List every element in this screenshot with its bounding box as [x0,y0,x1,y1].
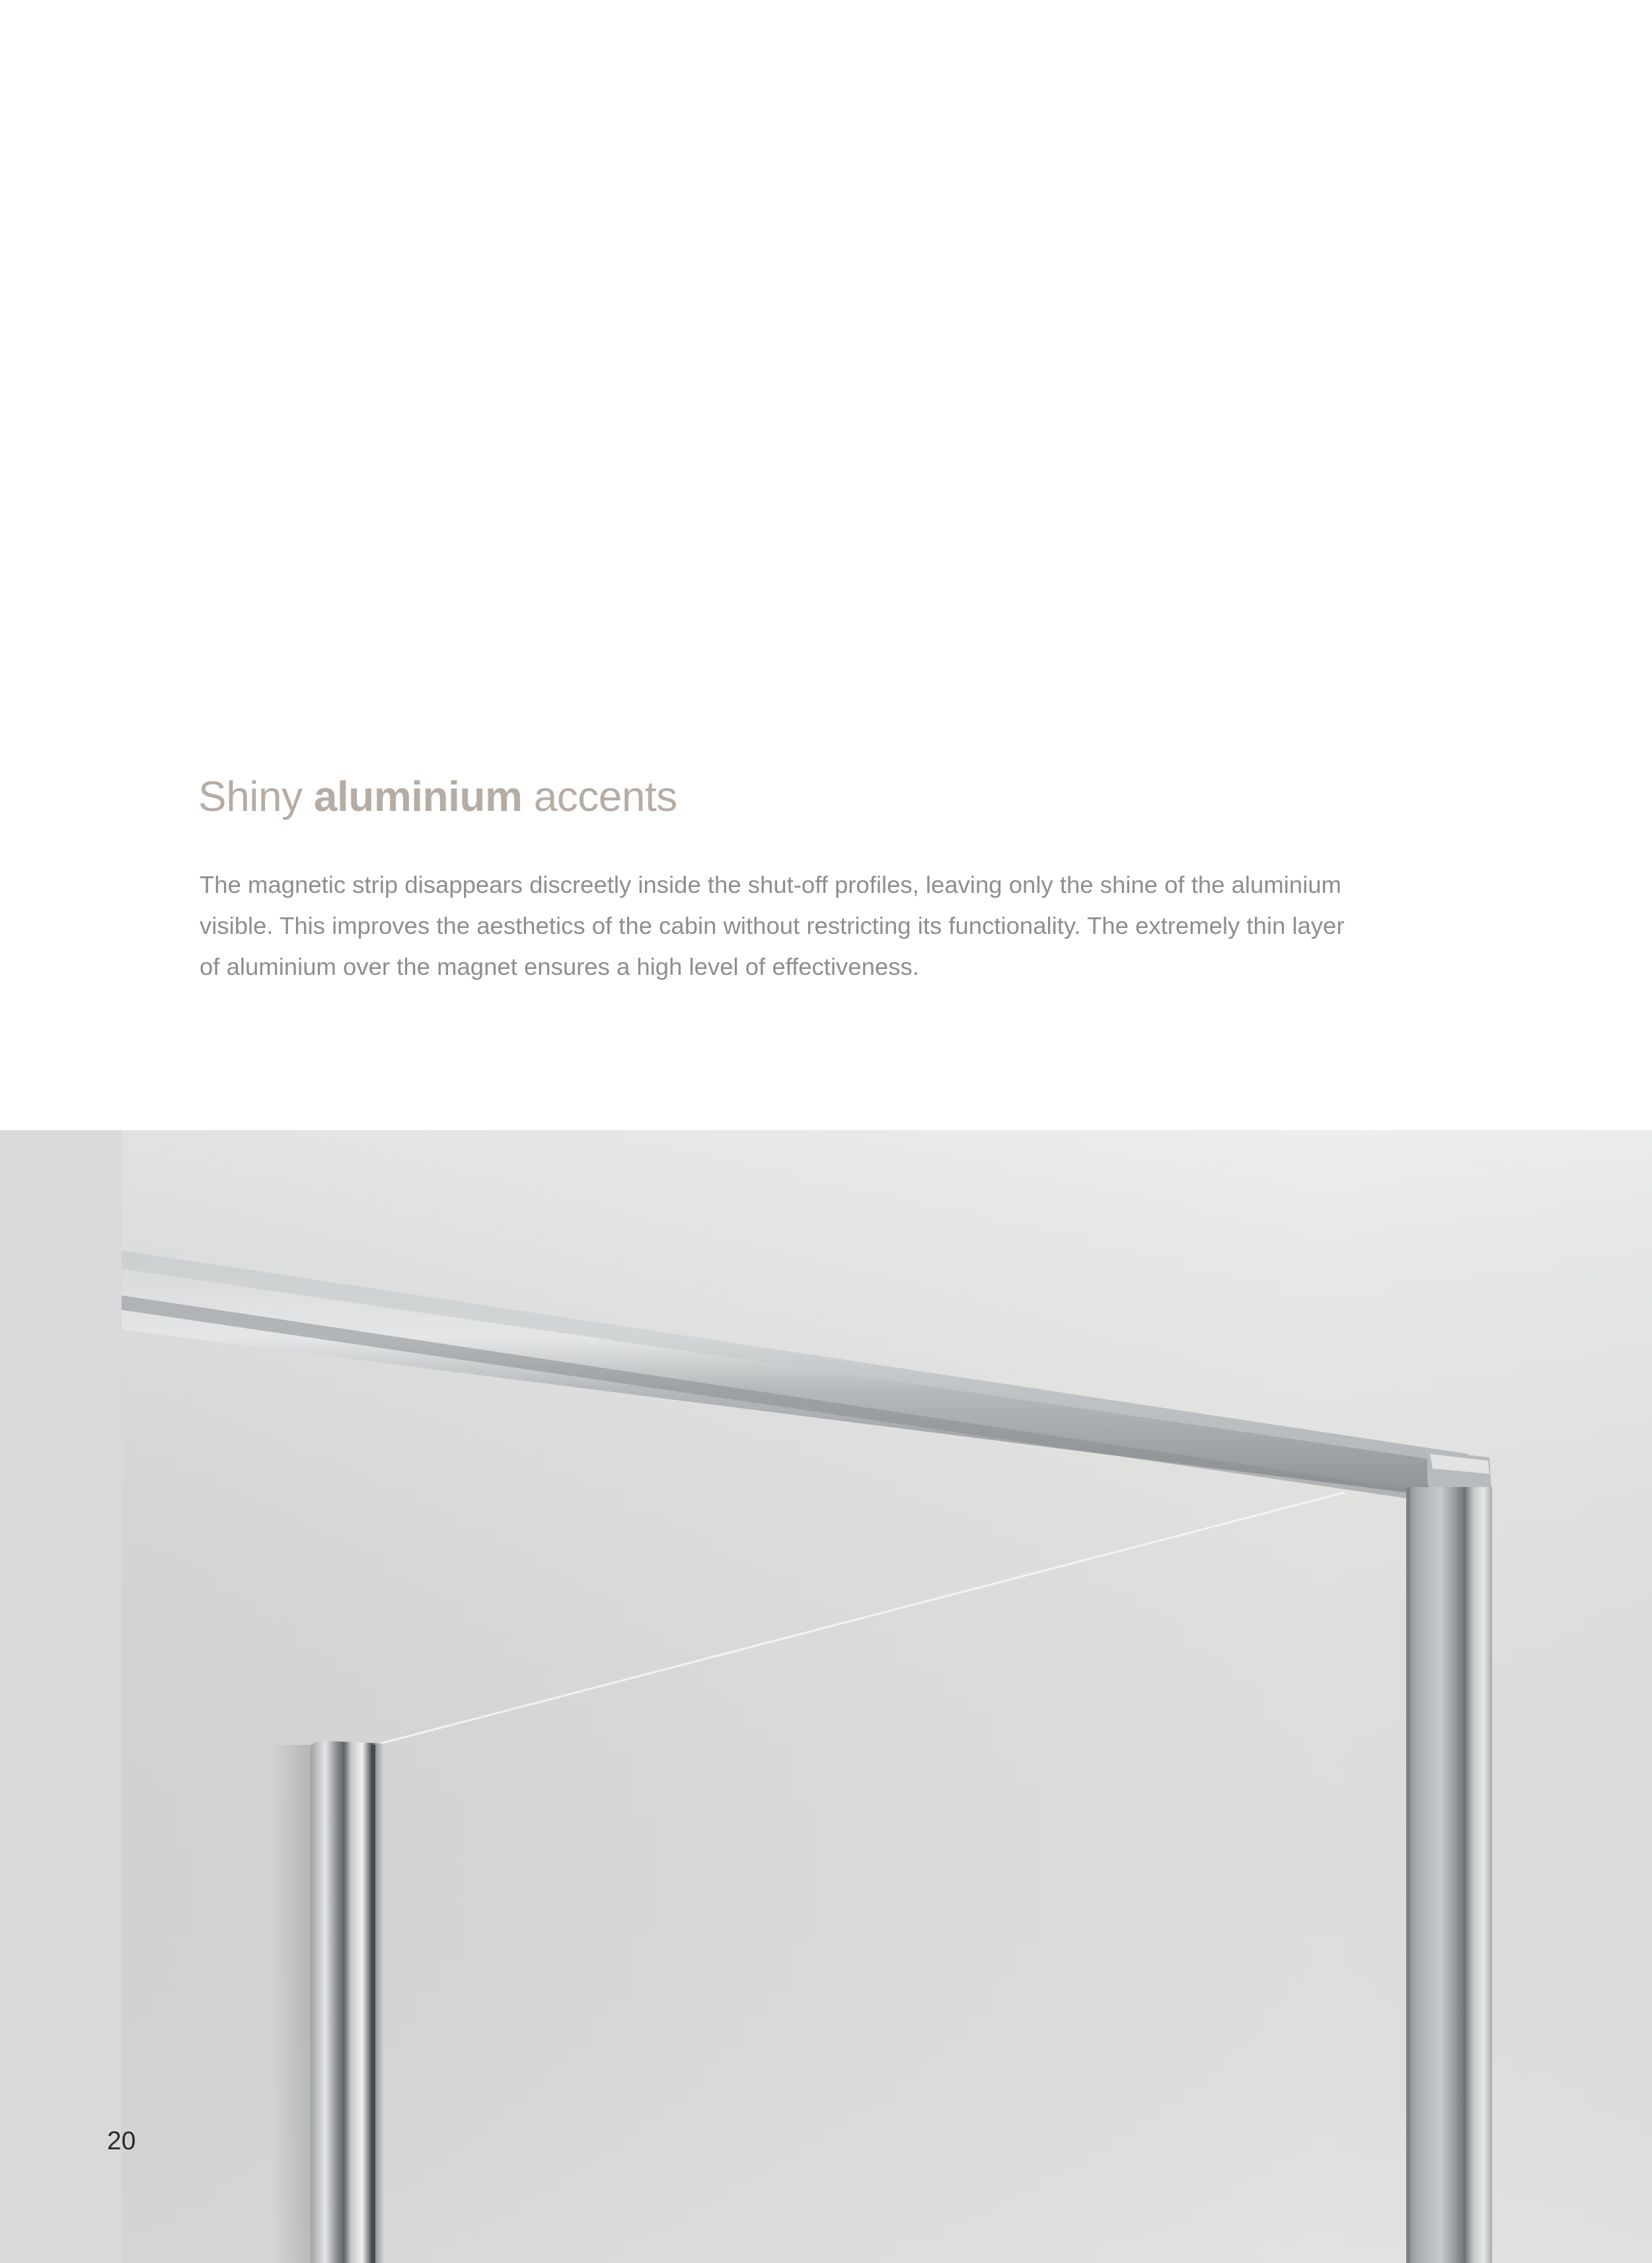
heading-prefix: Shiny [198,773,314,820]
body-line: visible. This improves the aesthetics of the cabin without restricting its functionality. The extremely thin layer [200,912,1345,939]
section-heading [198,773,677,820]
shower-cabin-photo [0,1130,1652,2263]
body-paragraph [200,864,1376,987]
heading-suffix: accents [522,773,677,820]
body-line: of aluminium over the magnet ensures a high level of effectiveness. [200,953,919,980]
page-number: 20 [107,2127,136,2155]
body-line: The magnetic strip disappears discreetly inside the shut-off profiles, leaving only the shine of the aluminium [200,871,1341,898]
heading-emphasis: aluminium [313,773,523,820]
aluminium-profile-illustration [0,1130,1652,2263]
